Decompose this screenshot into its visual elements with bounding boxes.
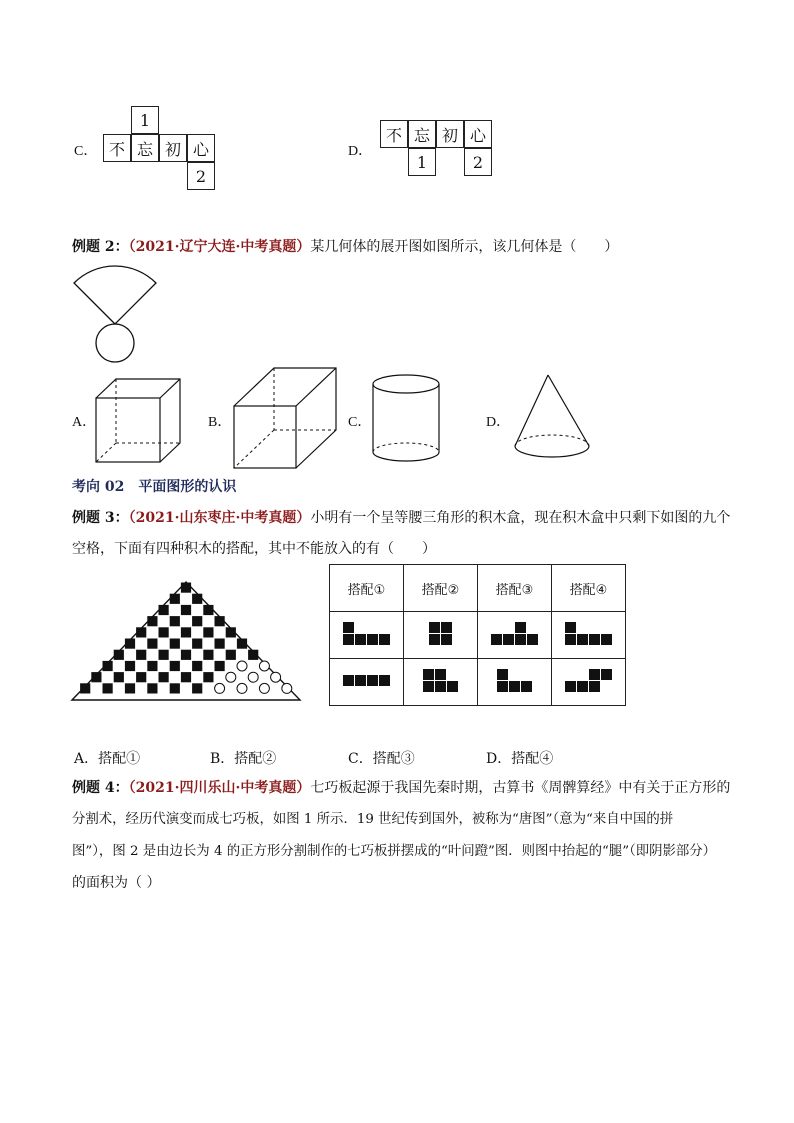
filled-block bbox=[237, 639, 247, 649]
table-header: 搭配② bbox=[404, 565, 478, 612]
example-3-line1 bbox=[72, 509, 730, 527]
filled-block bbox=[159, 605, 169, 615]
triangle-block-box bbox=[68, 576, 304, 704]
empty-slot bbox=[282, 683, 292, 693]
filled-block bbox=[103, 661, 113, 671]
filled-block bbox=[159, 627, 169, 637]
filled-block bbox=[91, 672, 101, 682]
piece-shape bbox=[414, 618, 468, 648]
net-d-cell-b2: 2 bbox=[464, 148, 492, 176]
filled-block bbox=[170, 616, 180, 626]
piece-cell bbox=[478, 659, 552, 706]
filled-block bbox=[159, 672, 169, 682]
filled-block bbox=[181, 583, 191, 593]
filled-block bbox=[114, 672, 124, 682]
filled-block bbox=[136, 672, 146, 682]
cuboid-figure bbox=[232, 366, 340, 470]
net-c-cell: 初 bbox=[159, 134, 187, 162]
cylinder-figure bbox=[368, 372, 448, 468]
filled-block bbox=[226, 650, 236, 660]
example-4-line4: 的面积为（ ） bbox=[72, 875, 161, 891]
net-c-cell: 心 bbox=[187, 134, 215, 162]
filled-block bbox=[192, 661, 202, 671]
net-d-cell: 不 bbox=[380, 120, 408, 148]
filled-block bbox=[192, 639, 202, 649]
cube-figure bbox=[94, 376, 184, 466]
filled-block bbox=[215, 661, 225, 671]
piece-cell bbox=[404, 612, 478, 659]
filled-block bbox=[203, 627, 213, 637]
filled-block bbox=[125, 661, 135, 671]
net-d-cell: 忘 bbox=[408, 120, 436, 148]
table-header: 搭配① bbox=[330, 565, 404, 612]
filled-block bbox=[226, 627, 236, 637]
ex3-option-c: C．搭配③ bbox=[348, 751, 415, 767]
filled-block bbox=[170, 683, 180, 693]
piece-shape bbox=[562, 665, 616, 695]
filled-block bbox=[103, 683, 113, 693]
example-2-stem bbox=[72, 238, 618, 256]
piece-shape bbox=[488, 618, 542, 648]
net-c-cell-top: 1 bbox=[131, 106, 159, 134]
piece-cell bbox=[330, 612, 404, 659]
table-header: 搭配③ bbox=[478, 565, 552, 612]
option-c2-label: C． bbox=[348, 415, 372, 430]
filled-block bbox=[125, 639, 135, 649]
option-d-label: D． bbox=[348, 144, 373, 159]
filled-block bbox=[170, 661, 180, 671]
topic-heading: 考向 02 平面图形的认识 bbox=[72, 479, 237, 495]
example-3-line2: 空格，下面有四种积木的搭配，其中不能放入的有（ ） bbox=[72, 541, 436, 557]
filled-block bbox=[147, 661, 157, 671]
empty-slot bbox=[248, 672, 258, 682]
example-2-prefix: 例题 2： bbox=[72, 239, 129, 255]
filled-block bbox=[147, 616, 157, 626]
empty-slot bbox=[237, 661, 247, 671]
option-c-label: C． bbox=[74, 144, 98, 159]
option-d2-label: D． bbox=[486, 415, 511, 430]
example-4-prefix: 例题 4： bbox=[72, 780, 129, 796]
filled-block bbox=[203, 672, 213, 682]
cone-figure bbox=[510, 372, 594, 462]
piece-shape bbox=[562, 618, 616, 648]
option-a-label: A． bbox=[72, 415, 97, 430]
piece-cell bbox=[404, 659, 478, 706]
filled-block bbox=[147, 683, 157, 693]
filled-block bbox=[170, 594, 180, 604]
empty-slot bbox=[259, 683, 269, 693]
piece-cell bbox=[552, 659, 626, 706]
example-4-source: （2021·四川乐山·中考真题） bbox=[128, 780, 311, 796]
filled-block bbox=[159, 650, 169, 660]
piece-cell bbox=[552, 612, 626, 659]
empty-slot bbox=[271, 672, 281, 682]
filled-block bbox=[181, 672, 191, 682]
base-circle bbox=[96, 324, 134, 362]
net-c-cell: 忘 bbox=[131, 134, 159, 162]
filled-block bbox=[192, 594, 202, 604]
net-c-cell: 不 bbox=[103, 134, 131, 162]
example-4-line2: 分割术，经历代演变而成七巧板，如图 1 所示．19 世纪传到国外，被称为“唐图”（意为“来自中国的拼 bbox=[72, 812, 674, 827]
piece-shape bbox=[488, 665, 542, 695]
net-d-cell: 心 bbox=[464, 120, 492, 148]
filled-block bbox=[181, 627, 191, 637]
filled-block bbox=[248, 650, 258, 660]
arrangement-table bbox=[329, 564, 626, 706]
empty-slot bbox=[237, 683, 247, 693]
piece-shape bbox=[340, 665, 394, 695]
filled-block bbox=[181, 650, 191, 660]
table-header: 搭配④ bbox=[552, 565, 626, 612]
example-4-line3: 图”），图 2 是由边长为 4 的正方形分割制作的七巧板拼摆成的“叶问蹬”图．则图中抬起的“腿”（即阴影部分） bbox=[72, 844, 717, 859]
filled-block bbox=[80, 683, 90, 693]
ex3-option-b: B．搭配② bbox=[210, 751, 277, 767]
filled-block bbox=[192, 683, 202, 693]
example-3-prefix: 例题 3： bbox=[72, 510, 129, 526]
piece-cell bbox=[330, 659, 404, 706]
example-4-line1 bbox=[72, 779, 730, 797]
example-4-text1: 七巧板起源于我国先秦时期，古算书《周髀算经》中有关于正方形的 bbox=[310, 780, 731, 796]
filled-block bbox=[125, 683, 135, 693]
empty-slot bbox=[215, 683, 225, 693]
piece-cell bbox=[478, 612, 552, 659]
filled-block bbox=[215, 616, 225, 626]
empty-slot bbox=[259, 661, 269, 671]
ex3-option-d: D．搭配④ bbox=[486, 751, 554, 767]
filled-block bbox=[114, 650, 124, 660]
example-3-text1: 小明有一个呈等腰三角形的积木盒，现在积木盒中只剩下如图的九个 bbox=[310, 510, 731, 526]
ex3-option-a: A．搭配① bbox=[74, 751, 141, 767]
filled-block bbox=[192, 616, 202, 626]
filled-block bbox=[136, 627, 146, 637]
filled-block bbox=[170, 639, 180, 649]
filled-block bbox=[147, 639, 157, 649]
net-c-cell-bottom: 2 bbox=[187, 162, 215, 190]
piece-shape bbox=[340, 618, 394, 648]
sector-shape bbox=[74, 266, 156, 324]
net-d-cell: 初 bbox=[436, 120, 464, 148]
filled-block bbox=[181, 605, 191, 615]
filled-block bbox=[215, 639, 225, 649]
net-d-cell-b1: 1 bbox=[408, 148, 436, 176]
example-2-source: （2021·辽宁大连·中考真题） bbox=[128, 239, 311, 255]
piece-shape bbox=[414, 665, 468, 695]
option-b-label: B． bbox=[208, 415, 232, 430]
example-3-source: （2021·山东枣庄·中考真题） bbox=[128, 510, 311, 526]
empty-slot bbox=[226, 672, 236, 682]
filled-block bbox=[203, 605, 213, 615]
filled-block bbox=[136, 650, 146, 660]
filled-block bbox=[203, 650, 213, 660]
example-2-text: 某几何体的展开图如图所示，该几何体是（ ） bbox=[310, 239, 619, 255]
cone-net-figure bbox=[68, 262, 168, 366]
